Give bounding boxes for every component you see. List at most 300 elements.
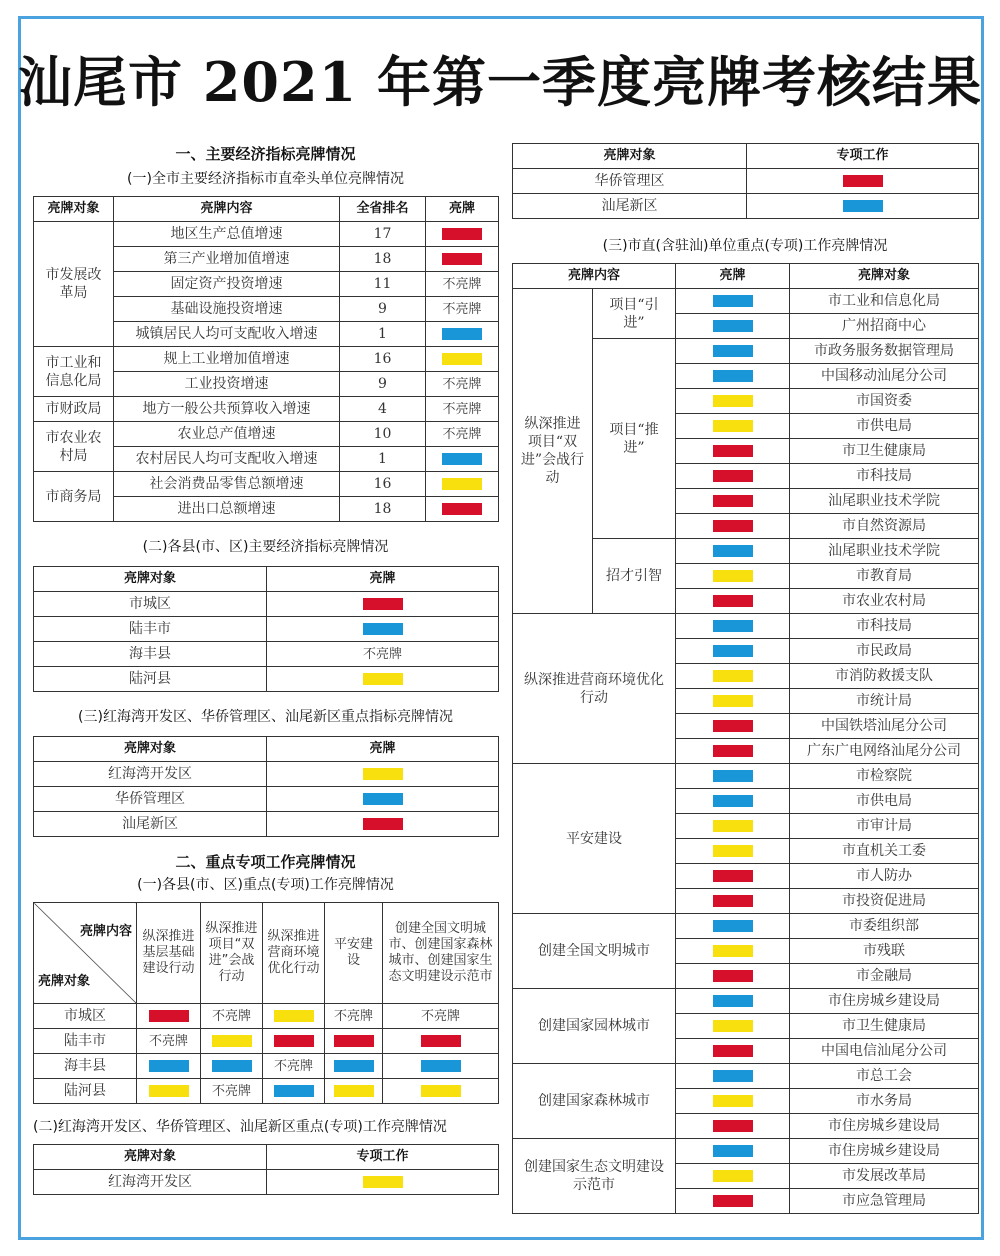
table-row [34,347,499,372]
district-special-work-table-left [33,1144,499,1195]
red-light-swatch [843,175,883,187]
dept-cell: 市统计局 [790,689,979,714]
table-row [513,914,979,939]
sub-item-cell: 项目“引进” [593,289,676,339]
light-cell [676,539,790,564]
table-row [34,762,499,787]
light-cell [676,464,790,489]
work-item-cell: 创建国家园林城市 [513,989,676,1064]
dept-cell: 市消防救援支队 [790,664,979,689]
blue-light-swatch [421,1060,461,1072]
yellow-light-swatch [713,420,753,432]
indicator-cell: 农村居民人均可支配收入增速 [114,447,340,472]
dept-cell: 汕尾职业技术学院 [790,489,979,514]
rank-cell: 9 [340,372,426,397]
lead-unit-cell: 市财政局 [34,397,114,422]
no-light-text: 不亮牌 [442,301,482,317]
district-indicator-table [33,736,499,837]
dept-cell: 市农业农村局 [790,589,979,614]
light-cell [426,247,499,272]
red-light-swatch [713,595,753,607]
county-cell: 市城区 [34,1004,137,1029]
dept-cell: 市住房城乡建设局 [790,989,979,1014]
yellow-light-swatch [713,845,753,857]
column-header: 全省排名 [340,197,426,222]
city-dept-special-work-table [512,263,979,1214]
indicator-cell: 进出口总额增速 [114,497,340,522]
rank-cell: 17 [340,222,426,247]
no-light-text: 不亮牌 [442,276,482,292]
blue-light-swatch [713,920,753,932]
no-light-text: 不亮牌 [273,1058,313,1074]
yellow-light-swatch [713,945,753,957]
table-row [34,422,499,447]
dept-cell: 市工业和信息化局 [790,289,979,314]
dept-cell: 市金融局 [790,964,979,989]
table-row [34,1004,499,1029]
work-item-cell: 创建国家生态文明建设示范市 [513,1139,676,1214]
blue-light-swatch [713,1070,753,1082]
column-header: 亮牌对象 [513,144,747,169]
no-light-text: 不亮牌 [333,1008,373,1024]
rank-cell: 18 [340,247,426,272]
table-row [34,617,499,642]
no-light-text: 不亮牌 [420,1008,460,1024]
yellow-light-swatch [713,395,753,407]
rank-cell: 9 [340,297,426,322]
dept-cell: 市检察院 [790,764,979,789]
red-light-swatch [713,720,753,732]
blue-light-swatch [212,1060,252,1072]
table-row [34,787,499,812]
yellow-light-swatch [713,1020,753,1032]
light-cell [137,1029,201,1054]
light-cell [426,372,499,397]
sub-item-cell: 项目“推进” [593,339,676,539]
light-cell [267,667,499,692]
light-cell [747,194,979,219]
blue-light-swatch [713,795,753,807]
table-row [34,222,499,247]
light-cell [263,1079,325,1104]
blue-light-swatch [713,320,753,332]
dept-cell: 市审计局 [790,814,979,839]
blue-light-swatch [363,793,403,805]
light-cell [676,714,790,739]
light-cell [676,1164,790,1189]
light-cell [676,1189,790,1214]
dept-cell: 中国移动汕尾分公司 [790,364,979,389]
dept-cell: 市科技局 [790,464,979,489]
light-cell [426,472,499,497]
county-cell: 海丰县 [34,1054,137,1079]
indicator-cell: 地方一般公共预算收入增速 [114,397,340,422]
yellow-light-swatch [713,695,753,707]
corner-top-label: 亮牌内容 [79,924,132,939]
light-cell [676,514,790,539]
light-cell [676,389,790,414]
column-header: 亮牌 [267,567,499,592]
light-cell [676,439,790,464]
light-cell [325,1004,383,1029]
table-row [513,1139,979,1164]
table-row [34,592,499,617]
light-cell [676,764,790,789]
target-cell: 市城区 [34,592,267,617]
yellow-light-swatch [713,670,753,682]
yellow-light-swatch [363,768,403,780]
indicator-cell: 固定资产投资增速 [114,272,340,297]
red-light-swatch [363,598,403,610]
s1-t2-heading: (二)各县(市、区)主要经济指标亮牌情况 [142,539,389,555]
table-row [513,989,979,1014]
column-header: 亮牌 [267,737,499,762]
s2-t2-heading: (二)红海湾开发区、华侨管理区、汕尾新区重点(专项)工作亮牌情况 [33,1119,447,1135]
red-light-swatch [713,445,753,457]
light-cell [676,689,790,714]
indicator-cell: 社会消费品零售总额增速 [114,472,340,497]
yellow-light-swatch [442,353,482,365]
rank-cell: 18 [340,497,426,522]
rank-cell: 1 [340,447,426,472]
yellow-light-swatch [713,1095,753,1107]
corner-bottom-label: 亮牌对象 [38,974,91,989]
red-light-swatch [713,520,753,532]
section-2-heading: 二、重点专项工作亮牌情况 [175,853,356,871]
yellow-light-swatch [274,1010,314,1022]
work-column-header: 创建全国文明城市、创建国家森林城市、创建国家生态文明建设示范市 [383,903,499,1004]
light-cell [747,169,979,194]
column-header: 专项工作 [747,144,979,169]
dept-cell: 市国资委 [790,389,979,414]
dept-cell: 市供电局 [790,789,979,814]
indicator-cell: 工业投资增速 [114,372,340,397]
dept-cell: 市发展改革局 [790,1164,979,1189]
column-header: 亮牌 [426,197,499,222]
district-special-work-table-right [512,143,979,219]
s1-t1-heading: (一)全市主要经济指标市直牵头单位亮牌情况 [127,171,404,187]
yellow-light-swatch [212,1035,252,1047]
table-row [34,1079,499,1104]
light-cell [676,289,790,314]
dept-cell: 广东广电网络汕尾分公司 [790,739,979,764]
blue-light-swatch [713,345,753,357]
light-cell [325,1054,383,1079]
s1-t3-heading: (三)红海湾开发区、华侨管理区、汕尾新区重点指标亮牌情况 [78,709,453,725]
column-header: 亮牌 [676,264,790,289]
table-row [34,1029,499,1054]
table-row [34,1170,499,1195]
dept-cell: 市直机关工委 [790,839,979,864]
rank-cell: 16 [340,472,426,497]
light-cell [676,739,790,764]
target-cell: 汕尾新区 [34,812,267,837]
table-row [513,614,979,639]
light-cell [201,1054,263,1079]
table-row [513,169,979,194]
dept-cell: 市水务局 [790,1089,979,1114]
light-cell [426,397,499,422]
rank-cell: 4 [340,397,426,422]
dept-cell: 广州招商中心 [790,314,979,339]
column-header: 亮牌对象 [34,737,267,762]
light-cell [201,1079,263,1104]
work-column-header: 纵深推进项目“双进”会战行动 [201,903,263,1004]
indicator-cell: 农业总产值增速 [114,422,340,447]
dept-cell: 市卫生健康局 [790,1014,979,1039]
light-cell [267,762,499,787]
table-row [34,667,499,692]
red-light-swatch [713,870,753,882]
table-row [34,642,499,667]
dept-cell: 市科技局 [790,614,979,639]
page-title: 汕尾市 2021 年第一季度亮牌考核结果 [18,50,982,114]
light-cell [267,642,499,667]
dept-cell: 市总工会 [790,1064,979,1089]
light-cell [325,1029,383,1054]
red-light-swatch [442,503,482,515]
blue-light-swatch [713,645,753,657]
no-light-text: 不亮牌 [442,426,482,442]
blue-light-swatch [713,620,753,632]
table-row [513,194,979,219]
yellow-light-swatch [713,570,753,582]
table-row [34,472,499,497]
blue-light-swatch [334,1060,374,1072]
red-light-swatch [713,495,753,507]
light-cell [676,664,790,689]
light-cell [676,1139,790,1164]
indicator-leader-table [33,196,499,522]
light-cell [426,297,499,322]
light-cell [325,1079,383,1104]
dept-cell: 市残联 [790,939,979,964]
light-cell [267,787,499,812]
light-cell [426,272,499,297]
yellow-light-swatch [334,1085,374,1097]
light-cell [676,614,790,639]
blue-light-swatch [442,453,482,465]
red-light-swatch [713,470,753,482]
light-cell [676,414,790,439]
dept-cell: 汕尾职业技术学院 [790,539,979,564]
light-cell [676,939,790,964]
indicator-cell: 城镇居民人均可支配收入增速 [114,322,340,347]
red-light-swatch [334,1035,374,1047]
light-cell [137,1054,201,1079]
light-cell [426,347,499,372]
light-cell [426,322,499,347]
light-cell [676,639,790,664]
work-item-cell: 创建国家森林城市 [513,1064,676,1139]
light-cell [137,1004,201,1029]
light-cell [676,1089,790,1114]
light-cell [676,1114,790,1139]
light-cell [676,1039,790,1064]
table-row [513,1064,979,1089]
light-cell [676,564,790,589]
right-column [512,143,978,1214]
target-cell: 汕尾新区 [513,194,747,219]
lead-unit-cell: 市商务局 [34,472,114,522]
dept-cell: 市民政局 [790,639,979,664]
red-light-swatch [421,1035,461,1047]
light-cell [267,592,499,617]
light-cell [676,489,790,514]
indicator-cell: 规上工业增加值增速 [114,347,340,372]
light-cell [676,589,790,614]
dept-cell: 市供电局 [790,414,979,439]
dept-cell: 市卫生健康局 [790,439,979,464]
lead-unit-cell: 市工业和信息化局 [34,347,114,397]
blue-light-swatch [363,623,403,635]
blue-light-swatch [713,770,753,782]
red-light-swatch [713,745,753,757]
red-light-swatch [713,1045,753,1057]
red-light-swatch [713,895,753,907]
column-header: 亮牌对象 [34,197,114,222]
light-cell [426,447,499,472]
table-row [34,1054,499,1079]
light-cell [426,422,499,447]
yellow-light-swatch [363,1176,403,1188]
red-light-swatch [713,1120,753,1132]
light-cell [676,864,790,889]
light-cell [676,814,790,839]
target-cell: 华侨管理区 [513,169,747,194]
light-cell [201,1004,263,1029]
table-row [34,397,499,422]
red-light-swatch [274,1035,314,1047]
table-row [34,812,499,837]
yellow-light-swatch [363,673,403,685]
light-cell [383,1079,499,1104]
county-indicator-table [33,566,499,692]
dept-cell: 市住房城乡建设局 [790,1114,979,1139]
dept-cell: 市人防办 [790,864,979,889]
no-light-text: 不亮牌 [442,401,482,417]
blue-light-swatch [713,1145,753,1157]
target-cell: 红海湾开发区 [34,1170,267,1195]
dept-cell: 中国电信汕尾分公司 [790,1039,979,1064]
dept-cell: 中国铁塔汕尾分公司 [790,714,979,739]
column-header: 亮牌对象 [790,264,979,289]
table-row [513,764,979,789]
yellow-light-swatch [442,478,482,490]
yellow-light-swatch [421,1085,461,1097]
s2-t1-heading: (一)各县(市、区)重点(专项)工作亮牌情况 [137,877,394,893]
red-light-swatch [713,970,753,982]
target-cell: 红海湾开发区 [34,762,267,787]
light-cell [676,364,790,389]
light-cell [676,1014,790,1039]
no-light-text: 不亮牌 [211,1083,251,1099]
column-header: 亮牌对象 [34,1145,267,1170]
light-cell [676,964,790,989]
light-cell [263,1054,325,1079]
yellow-light-swatch [713,820,753,832]
lead-unit-cell: 市农业农村局 [34,422,114,472]
blue-light-swatch [442,328,482,340]
work-item-cell: 纵深推进营商环境优化行动 [513,614,676,764]
lead-unit-cell: 市发展改革局 [34,222,114,347]
blue-light-swatch [713,545,753,557]
light-cell [383,1004,499,1029]
rank-cell: 11 [340,272,426,297]
column-header: 亮牌对象 [34,567,267,592]
light-cell [676,339,790,364]
light-cell [426,222,499,247]
no-light-text: 不亮牌 [148,1033,188,1049]
light-cell [267,812,499,837]
dept-cell: 市应急管理局 [790,1189,979,1214]
light-cell [676,314,790,339]
dept-cell: 市住房城乡建设局 [790,1139,979,1164]
s2-t3-heading: (三)市直(含驻汕)单位重点(专项)工作亮牌情况 [602,238,888,254]
target-cell: 陆河县 [34,667,267,692]
light-cell [676,839,790,864]
dept-cell: 市教育局 [790,564,979,589]
county-special-work-table [33,902,499,1104]
rank-cell: 10 [340,422,426,447]
blue-light-swatch [713,295,753,307]
work-item-cell: 创建全国文明城市 [513,914,676,989]
light-cell [267,617,499,642]
work-item-cell: 平安建设 [513,764,676,914]
county-cell: 陆河县 [34,1079,137,1104]
rank-cell: 16 [340,347,426,372]
light-cell [137,1079,201,1104]
left-column [33,143,498,1195]
red-light-swatch [442,228,482,240]
red-light-swatch [713,1195,753,1207]
light-cell [267,1170,499,1195]
light-cell [383,1054,499,1079]
no-light-text: 不亮牌 [362,646,402,662]
indicator-cell: 基础设施投资增速 [114,297,340,322]
light-cell [676,789,790,814]
work-column-header: 纵深推进基层基础建设行动 [137,903,201,1004]
dept-cell: 市投资促进局 [790,889,979,914]
work-item-cell: 纵深推进项目“双进”会战行动 [513,289,593,614]
light-cell [676,914,790,939]
dept-cell: 市委组织部 [790,914,979,939]
no-light-text: 不亮牌 [442,376,482,392]
blue-light-swatch [149,1060,189,1072]
blue-light-swatch [274,1085,314,1097]
table-row [513,289,979,314]
light-cell [676,889,790,914]
light-cell [383,1029,499,1054]
red-light-swatch [442,253,482,265]
no-light-text: 不亮牌 [211,1008,251,1024]
county-cell: 陆丰市 [34,1029,137,1054]
dept-cell: 市自然资源局 [790,514,979,539]
column-header: 亮牌内容 [513,264,676,289]
work-column-header: 纵深推进营商环境优化行动 [263,903,325,1004]
column-header: 亮牌内容 [114,197,340,222]
light-cell [263,1004,325,1029]
light-cell [676,989,790,1014]
red-light-swatch [149,1010,189,1022]
blue-light-swatch [843,200,883,212]
red-light-swatch [363,818,403,830]
indicator-cell: 第三产业增加值增速 [114,247,340,272]
sub-item-cell: 招才引智 [593,539,676,614]
section-1-heading: 一、主要经济指标亮牌情况 [175,145,356,163]
light-cell [426,497,499,522]
blue-light-swatch [713,995,753,1007]
